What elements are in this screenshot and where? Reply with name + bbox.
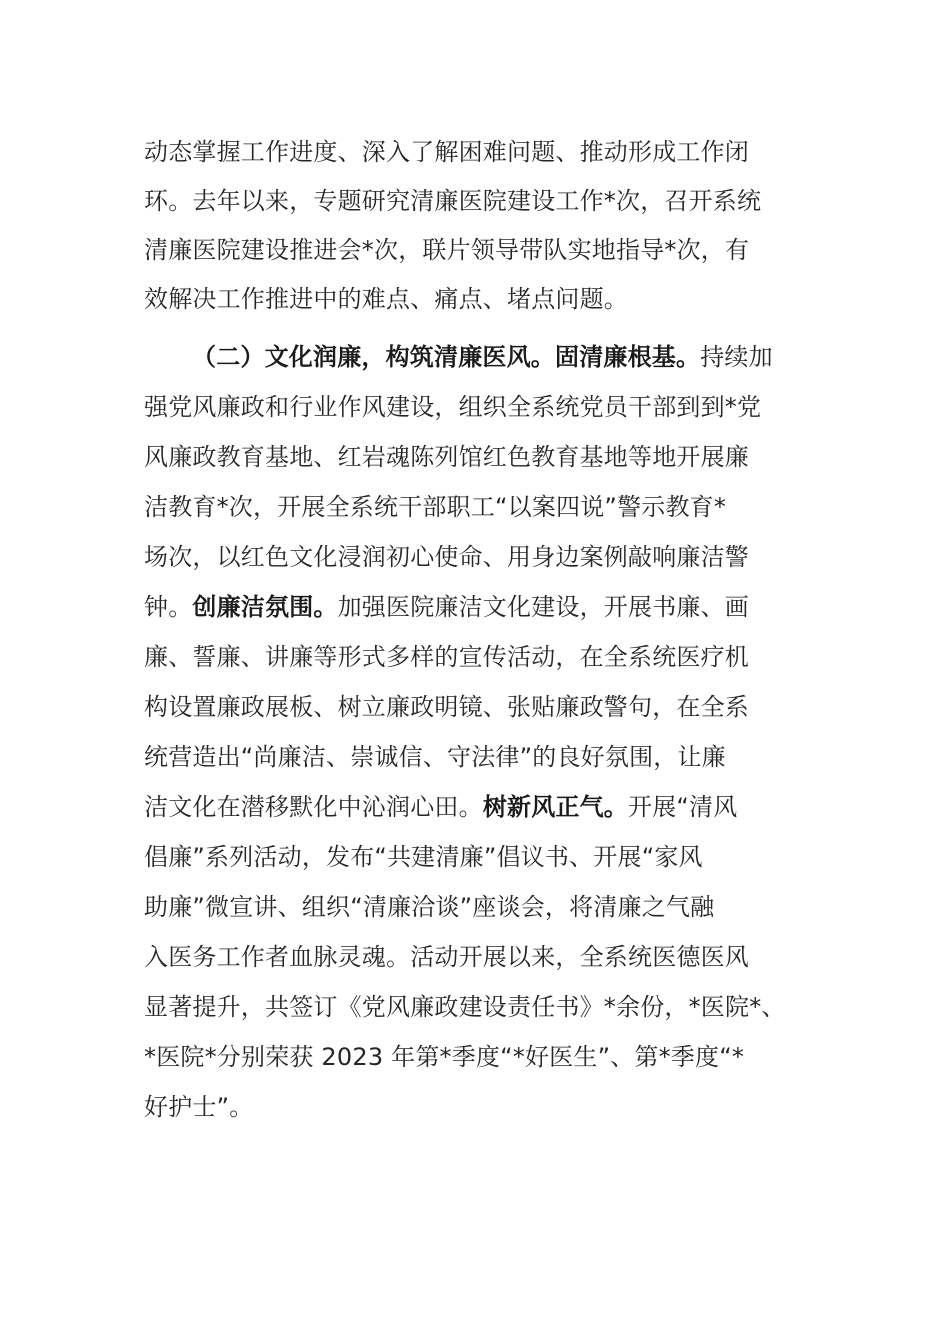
- text-line: 入医务工作者血脉灵魂。活动开展以来，全系统医德医风: [144, 943, 749, 971]
- text-line: [192, 339, 773, 375]
- text-run: 加强医院廉洁文化建设，开展书廉、画: [337, 593, 750, 621]
- text-line: 效解决工作推进中的难点、痛点、堵点问题。: [144, 285, 628, 313]
- text-line: [144, 789, 737, 825]
- text-line: *医院*分别荣获 2023 年第*季度“*好医生”、第*季度“*: [144, 1043, 745, 1071]
- text-line: 洁教育*次，开展全系统干部职工“以案四说”警示教育*: [144, 493, 727, 521]
- text-run: 开展“清风: [628, 793, 738, 821]
- text-line: 廉、誓廉、讲廉等形式多样的宣传活动，在全系统医疗机: [144, 643, 749, 671]
- text-run: 持续加: [700, 343, 773, 371]
- text-line: [144, 589, 749, 625]
- section-heading: （二）文化润廉，构筑清廉医风。: [192, 343, 555, 371]
- text-line: 统营造出“尚廉洁、崇诚信、守法律”的良好氛围，让廉: [144, 743, 726, 771]
- subheading-new-style: 树新风正气。: [482, 793, 629, 821]
- text-run: 钟。: [144, 593, 193, 621]
- text-line: 好护士”。: [144, 1093, 254, 1121]
- text-run: 洁文化在潜移默化中沁润心田。: [144, 793, 483, 821]
- text-line: 环。去年以来，专题研究清廉医院建设工作*次，召开系统: [144, 187, 762, 215]
- text-line: 强党风廉政和行业作风建设，组织全系统党员干部到到*党: [144, 393, 762, 421]
- text-line: 助廉”微宣讲、组织“清廉洽谈”座谈会，将清廉之气融: [144, 893, 715, 921]
- text-line: 显著提升，共签订《党风廉政建设责任书》*余份，*医院*、: [144, 993, 786, 1021]
- subheading-foundation: 固清廉根基。: [555, 343, 701, 371]
- text-line: 清廉医院建设推进会*次，联片领导带队实地指导*次，有: [144, 236, 750, 264]
- text-line: 风廉政教育基地、红岩魂陈列馆红色教育基地等地开展廉: [144, 443, 749, 471]
- subheading-atmosphere: 创廉洁氛围。: [192, 593, 338, 621]
- text-line: 构设置廉政展板、树立廉政明镜、张贴廉政警句，在全系: [144, 693, 749, 721]
- text-line: 倡廉”系列活动，发布“共建清廉”倡议书、开展“家风: [144, 843, 703, 871]
- text-line: 动态掌握工作进度、深入了解困难问题、推动形成工作闭: [144, 138, 749, 166]
- text-line: 场次，以红色文化浸润初心使命、用身边案例敲响廉洁警: [144, 543, 749, 571]
